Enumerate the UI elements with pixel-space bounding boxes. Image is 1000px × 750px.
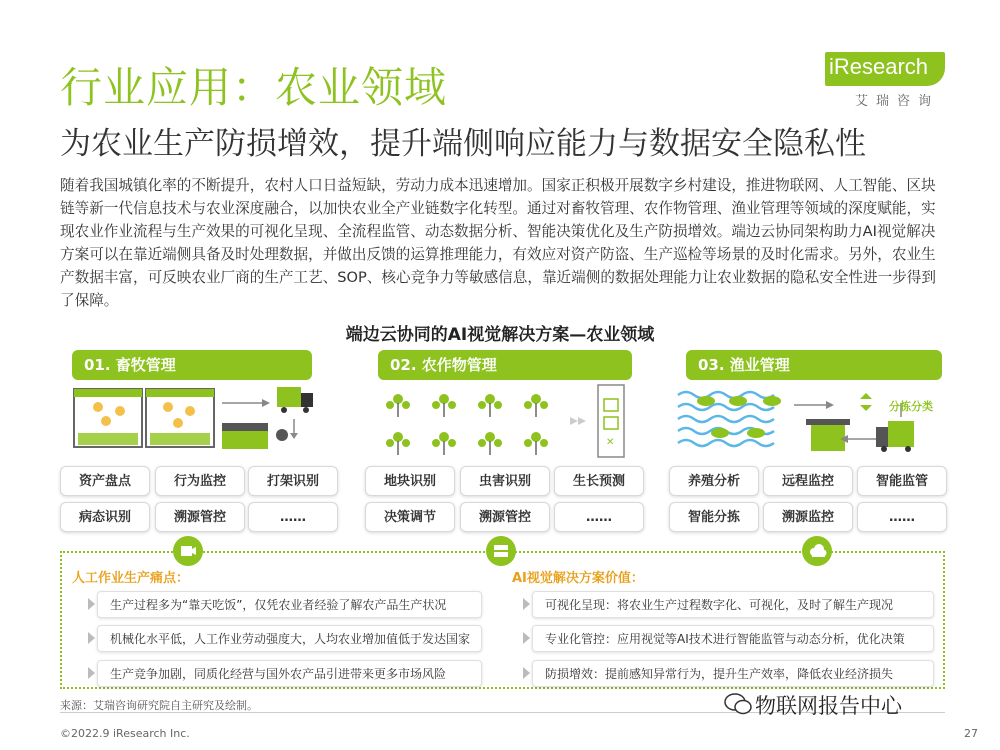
solution-title: 端边云协同的AI视觉解决方案—农业领域 — [345, 325, 655, 345]
category-crop-header: 02. 农作物管理 — [378, 350, 632, 380]
bullet-arrow-icon — [523, 632, 530, 644]
crop-illustration — [378, 383, 638, 461]
wechat-icon — [724, 692, 752, 720]
tag-decision-adjust: 决策调节 — [365, 502, 455, 532]
bullet-arrow-icon — [523, 667, 530, 679]
fishery-illustration — [676, 383, 946, 461]
tag-traceability: 溯源管控 — [155, 502, 245, 532]
tag-behavior-monitor: 行为监控 — [155, 466, 245, 496]
tag-more: …… — [248, 502, 338, 532]
value-heading: AI视觉解决方案价值： — [512, 571, 644, 586]
iresearch-logo — [825, 52, 945, 112]
tag-disease-detect: 病态识别 — [60, 502, 150, 532]
tag-growth-predict: 生长预测 — [554, 466, 644, 496]
category-fishery-header: 03. 渔业管理 — [686, 350, 942, 380]
page-number: 27 — [964, 727, 978, 740]
tag-remote-monitor: 远程监控 — [763, 466, 853, 496]
tag-more: …… — [554, 502, 644, 532]
logo-sub: 艾瑞咨询 — [855, 94, 940, 109]
tag-plot-detect: 地块识别 — [365, 466, 455, 496]
sorting-label: 分拣分类 — [889, 400, 933, 413]
tag-smart-supervise: 智能监管 — [857, 466, 947, 496]
tag-traceability: 溯源管控 — [460, 502, 550, 532]
tag-smart-sorting: 智能分拣 — [669, 502, 759, 532]
pain-item: 生产过程多为“靠天吃饭”，仅凭农业者经验了解农产品生产状况 — [97, 591, 482, 618]
tag-asset-inventory: 资产盘点 — [60, 466, 150, 496]
server-icon — [486, 536, 516, 566]
copyright: ©2022.9 iResearch Inc. — [60, 727, 190, 740]
bullet-arrow-icon — [523, 598, 530, 610]
value-item: 可视化呈现：将农业生产过程数字化、可视化，及时了解生产现况 — [532, 591, 934, 618]
value-item: 专业化管控：应用视觉等AI技术进行智能监管与动态分析，优化决策 — [532, 625, 934, 652]
bullet-arrow-icon — [88, 667, 95, 679]
svg-text:✕: ✕ — [606, 437, 615, 448]
value-item: 防损增效：提前感知异常行为，提升生产效率，降低农业经济损失 — [532, 660, 934, 687]
pain-item: 生产竞争加剧，同质化经营与国外农产品引进带来更多市场风险 — [97, 660, 482, 687]
category-livestock-header: 01. 畜牧管理 — [72, 350, 312, 380]
page-title: 行业应用：农业领域 — [60, 63, 448, 112]
bullet-arrow-icon — [88, 632, 95, 644]
watermark: 物联网报告中心 — [755, 694, 902, 718]
pain-heading: 人工作业生产痛点： — [72, 571, 190, 586]
intro-paragraph: 随着我国城镇化率的不断提升，农村人口日益短缺，劳动力成本迅速增加。国家正积极开展数字乡村建设，推进物联网、人工智能、区块链等新一代信息技术与农业深度融合，以加快农业全产业链数字化转型。通过对畜牧管理、农作物管理、渔业管理等领域的深度赋能，实现农业作业流程与生产效果的可视化呈现、全流程监管、动态数据分析、智能决策优化及生产防损增效。端边云协同架构助力AI视觉解决方案可以在靠近端侧具备及时处理数据，并做出反馈的运算推理能力，有效应对资产防盗、生产巡检等场景的及时化需求。另外，农业生产数据丰富，可反映农业厂商的生产工艺、SOP、核心竞争力等敏感信息，靠近端侧的数据处理能力让农业数据的隐私安全性进一步得到了保障。 — [60, 177, 936, 309]
page-subtitle: 为农业生产防损增效，提升端侧响应能力与数据安全隐私性 — [60, 126, 866, 162]
tag-fight-detect: 打架识别 — [248, 466, 338, 496]
bullet-arrow-icon — [88, 598, 95, 610]
pain-item: 机械化水平低，人工作业劳动强度大，人均农业增加值低于发达国家 — [97, 625, 482, 652]
tag-more: …… — [857, 502, 947, 532]
tag-farming-analysis: 养殖分析 — [669, 466, 759, 496]
tag-pest-detect: 虫害识别 — [460, 466, 550, 496]
tag-trace-monitor: 溯源监控 — [763, 502, 853, 532]
logo-brand: iResearch — [829, 54, 929, 79]
source-note: 来源：艾瑞咨询研究院自主研究及绘制。 — [60, 699, 258, 712]
livestock-illustration — [72, 383, 332, 461]
cloud-icon — [802, 536, 832, 566]
camera-icon — [173, 536, 203, 566]
